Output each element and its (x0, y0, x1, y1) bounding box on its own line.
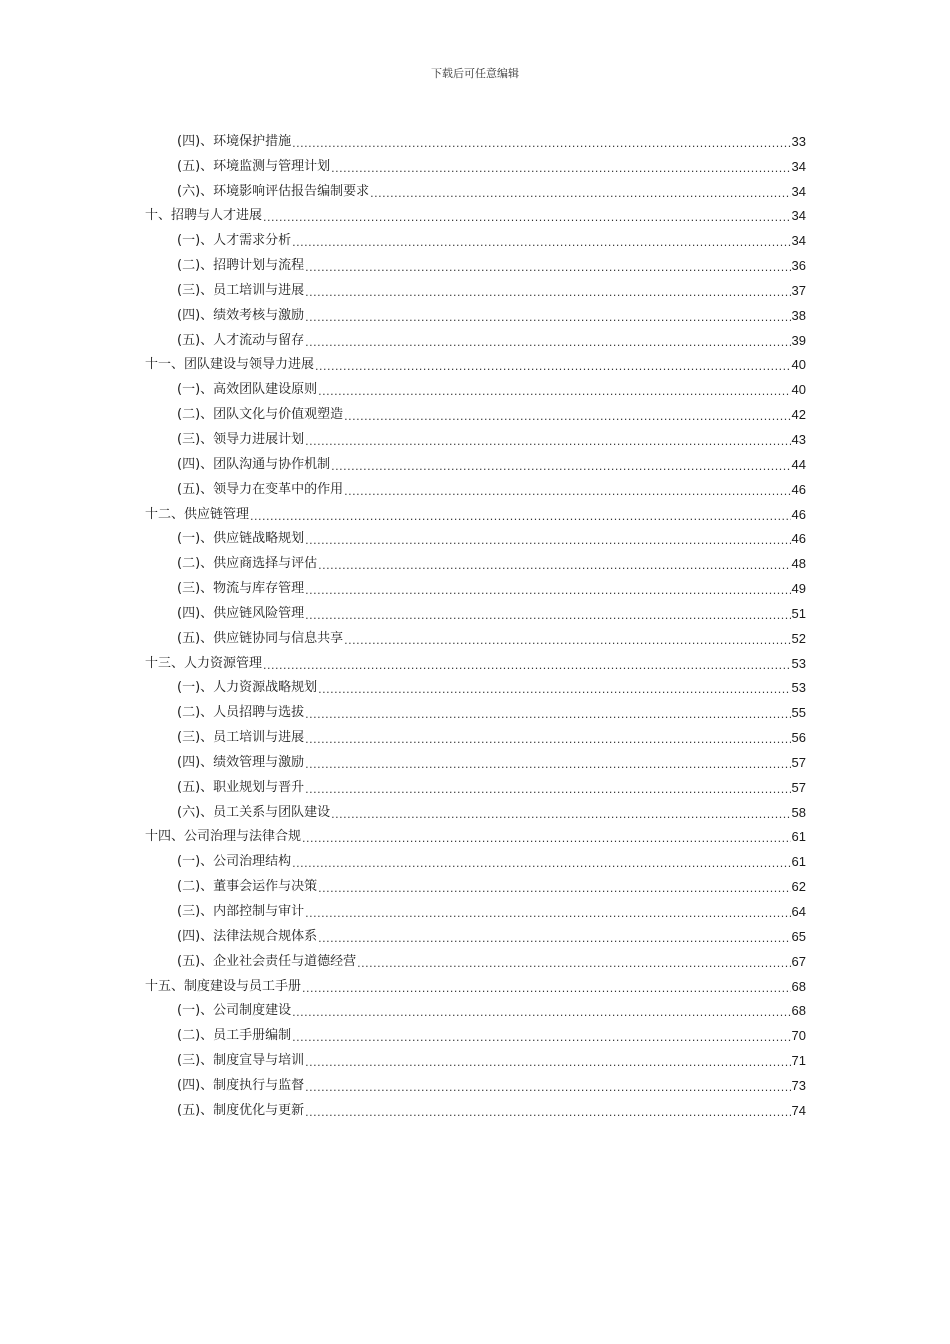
toc-entry-title: (三)、员工培训与进展 (177, 282, 305, 298)
toc-entry-title: (六)、环境影响评估报告编制要求 (177, 183, 370, 199)
toc-dot-leader (292, 856, 790, 871)
toc-dot-leader (292, 136, 790, 151)
toc-dot-leader (305, 782, 790, 797)
toc-entry-title: (一)、公司制度建设 (177, 1003, 292, 1019)
toc-page-number: 42 (791, 407, 806, 423)
toc-page-number: 65 (791, 928, 806, 944)
toc-entry-title: 十五、制度建设与员工手册 (145, 978, 302, 994)
toc-chapter-entry[interactable] (145, 822, 806, 847)
toc-dot-leader (263, 658, 791, 673)
toc-entry-title: (一)、高效团队建设原则 (177, 382, 318, 398)
toc-section-entry[interactable] (145, 1070, 806, 1095)
toc-dot-leader (344, 633, 790, 648)
toc-entry-title: 十一、团队建设与领导力进展 (145, 357, 315, 373)
toc-entry-title: (二)、供应商选择与评估 (177, 556, 318, 572)
toc-section-entry[interactable] (145, 896, 806, 921)
toc-entry-title: (五)、企业社会责任与道德经营 (177, 953, 357, 969)
toc-entry-title: (四)、绩效管理与激励 (177, 754, 305, 770)
toc-page-number: 43 (791, 431, 806, 447)
toc-section-entry[interactable] (145, 1095, 806, 1120)
toc-page-number: 71 (791, 1053, 806, 1069)
toc-section-entry[interactable] (145, 300, 806, 325)
toc-dot-leader (305, 434, 790, 449)
toc-section-entry[interactable] (145, 449, 806, 474)
toc-page-number: 74 (791, 1102, 806, 1118)
toc-page-number: 33 (791, 133, 806, 149)
toc-page-number: 52 (791, 630, 806, 646)
toc-page-number: 61 (791, 854, 806, 870)
toc-chapter-entry[interactable] (145, 971, 806, 996)
toc-page-number: 44 (791, 456, 806, 472)
toc-page-number: 61 (791, 829, 806, 845)
toc-section-entry[interactable] (145, 325, 806, 350)
toc-page-number: 36 (791, 258, 806, 274)
toc-entry-title: (三)、内部控制与审计 (177, 904, 305, 919)
toc-dot-leader (305, 533, 790, 548)
toc-section-entry[interactable] (145, 598, 806, 623)
toc-dot-leader (302, 981, 791, 996)
toc-dot-leader (315, 359, 791, 374)
toc-dot-leader (344, 409, 790, 424)
toc-entry-title: (五)、职业规划与晋升 (177, 779, 305, 795)
toc-dot-leader (318, 881, 790, 896)
toc-page-number: 37 (791, 282, 806, 298)
toc-section-entry[interactable] (145, 374, 806, 399)
toc-section-entry[interactable] (145, 1045, 806, 1070)
toc-entry-title: (五)、人才流动与留存 (177, 332, 305, 348)
toc-dot-leader (331, 459, 790, 474)
toc-page-number: 34 (791, 208, 806, 224)
toc-chapter-entry[interactable] (145, 350, 806, 375)
toc-dot-leader (250, 509, 791, 524)
toc-entry-title: (三)、物流与库存管理 (177, 581, 305, 597)
toc-page-number: 53 (791, 680, 806, 696)
toc-dot-leader (292, 1030, 790, 1045)
toc-dot-leader (302, 831, 791, 846)
toc-page-number: 49 (791, 581, 806, 597)
toc-entry-title: (三)、领导力进展计划 (177, 431, 305, 447)
toc-page-number: 53 (791, 655, 806, 671)
toc-section-entry[interactable] (145, 697, 806, 722)
toc-dot-leader (357, 956, 790, 971)
toc-section-entry[interactable] (145, 573, 806, 598)
toc-entry-title: 十、招聘与人才进展 (145, 208, 263, 224)
toc-section-entry[interactable] (145, 399, 806, 424)
toc-section-entry[interactable] (145, 871, 806, 896)
toc-page-number: 64 (791, 904, 806, 919)
toc-section-entry[interactable] (145, 250, 806, 275)
toc-entry-title: 十四、公司治理与法律合规 (145, 829, 302, 845)
toc-page-number: 68 (791, 978, 806, 994)
toc-chapter-entry[interactable] (145, 201, 806, 226)
toc-dot-leader (331, 807, 790, 822)
toc-section-entry[interactable] (145, 623, 806, 648)
toc-dot-leader (305, 608, 790, 623)
toc-page-number: 38 (791, 307, 806, 323)
toc-page-number: 51 (791, 605, 806, 621)
toc-page-number: 62 (791, 879, 806, 895)
toc-page-number: 46 (791, 531, 806, 547)
toc-entry-title: (五)、供应链协同与信息共享 (177, 630, 344, 646)
toc-page-number: 34 (791, 183, 806, 199)
toc-page-number: 67 (791, 953, 806, 969)
toc-entry-title: (四)、绩效考核与激励 (177, 307, 305, 323)
toc-section-entry[interactable] (145, 424, 806, 449)
toc-dot-leader (344, 484, 790, 499)
toc-dot-leader (292, 1005, 790, 1020)
toc-page-number: 46 (791, 506, 806, 522)
toc-page-number: 68 (791, 1003, 806, 1019)
toc-dot-leader (305, 757, 790, 772)
toc-dot-leader (305, 732, 790, 747)
toc-entry-title: 十二、供应链管理 (145, 506, 250, 522)
toc-entry-title: (四)、供应链风险管理 (177, 605, 305, 621)
toc-dot-leader (318, 384, 790, 399)
toc-entry-title: (四)、环境保护措施 (177, 133, 292, 149)
toc-entry-title: (五)、环境监测与管理计划 (177, 158, 331, 174)
toc-entry-title: (四)、法律法规合规体系 (177, 928, 318, 944)
toc-entry-title: (一)、人才需求分析 (177, 233, 292, 249)
toc-dot-leader (305, 583, 790, 598)
toc-dot-leader (305, 310, 790, 325)
toc-section-entry[interactable] (145, 747, 806, 772)
toc-page-number: 46 (791, 481, 806, 497)
toc-entry-title: (二)、董事会运作与决策 (177, 879, 318, 895)
toc-entry-title: (四)、制度执行与监督 (177, 1077, 305, 1093)
toc-page-number: 70 (791, 1028, 806, 1044)
toc-section-entry[interactable] (145, 151, 806, 176)
toc-dot-leader (305, 285, 790, 300)
toc-page-number: 39 (791, 332, 806, 348)
toc-page-number: 40 (791, 357, 806, 373)
toc-page-number: 34 (791, 158, 806, 174)
toc-dot-leader (305, 1055, 790, 1070)
toc-dot-leader (305, 1080, 790, 1095)
toc-page-number: 57 (791, 754, 806, 770)
toc-entry-title: (五)、制度优化与更新 (177, 1102, 305, 1118)
toc-dot-leader (305, 1105, 790, 1120)
toc-entry-title: (一)、供应链战略规划 (177, 531, 305, 547)
toc-entry-title: (三)、制度宣导与培训 (177, 1053, 305, 1069)
toc-entry-title: (一)、人力资源战略规划 (177, 680, 318, 696)
toc-page-number: 58 (791, 804, 806, 820)
toc-section-entry[interactable] (145, 797, 806, 822)
toc-dot-leader (305, 707, 790, 722)
toc-dot-leader (370, 186, 790, 201)
toc-entry-title: (二)、人员招聘与选拔 (177, 705, 305, 721)
toc-entry-title: (二)、招聘计划与流程 (177, 258, 305, 274)
toc-page-number: 40 (791, 382, 806, 398)
toc-page-number: 57 (791, 779, 806, 795)
toc-entry-title: (四)、团队沟通与协作机制 (177, 456, 331, 472)
toc-chapter-entry[interactable] (145, 648, 806, 673)
toc-page-number: 55 (791, 705, 806, 721)
toc-page-number: 34 (791, 233, 806, 249)
toc-chapter-entry[interactable] (145, 499, 806, 524)
toc-dot-leader (318, 682, 790, 697)
toc-dot-leader (292, 235, 790, 250)
toc-section-entry[interactable] (145, 275, 806, 300)
toc-entry-title: (二)、团队文化与价值观塑造 (177, 407, 344, 423)
toc-dot-leader (263, 210, 791, 225)
toc-dot-leader (305, 260, 790, 275)
table-of-contents (145, 126, 806, 1120)
toc-entry-title: (六)、员工关系与团队建设 (177, 804, 331, 820)
toc-section-entry[interactable] (145, 126, 806, 151)
toc-dot-leader (305, 906, 790, 921)
toc-page-number: 73 (791, 1077, 806, 1093)
toc-section-entry[interactable] (145, 474, 806, 499)
toc-section-entry[interactable] (145, 225, 806, 250)
toc-entry-title: (二)、员工手册编制 (177, 1028, 292, 1044)
toc-page-number: 48 (791, 556, 806, 572)
toc-section-entry[interactable] (145, 946, 806, 971)
page-header: 下载后可任意编辑 (431, 67, 519, 80)
toc-section-entry[interactable] (145, 524, 806, 549)
toc-dot-leader (318, 931, 790, 946)
toc-section-entry[interactable] (145, 673, 806, 698)
toc-dot-leader (305, 335, 790, 350)
toc-entry-title: (三)、员工培训与进展 (177, 730, 305, 746)
toc-entry-title: (一)、公司治理结构 (177, 854, 292, 870)
toc-entry-title: 十三、人力资源管理 (145, 655, 263, 671)
toc-section-entry[interactable] (145, 921, 806, 946)
toc-dot-leader (331, 161, 790, 176)
toc-section-entry[interactable] (145, 772, 806, 797)
toc-page-number: 56 (791, 730, 806, 746)
toc-section-entry[interactable] (145, 722, 806, 747)
toc-dot-leader (318, 558, 790, 573)
toc-section-entry[interactable] (145, 1020, 806, 1045)
toc-section-entry[interactable] (145, 846, 806, 871)
toc-section-entry[interactable] (145, 548, 806, 573)
toc-section-entry[interactable] (145, 176, 806, 201)
toc-section-entry[interactable] (145, 996, 806, 1021)
toc-entry-title: (五)、领导力在变革中的作用 (177, 481, 344, 497)
